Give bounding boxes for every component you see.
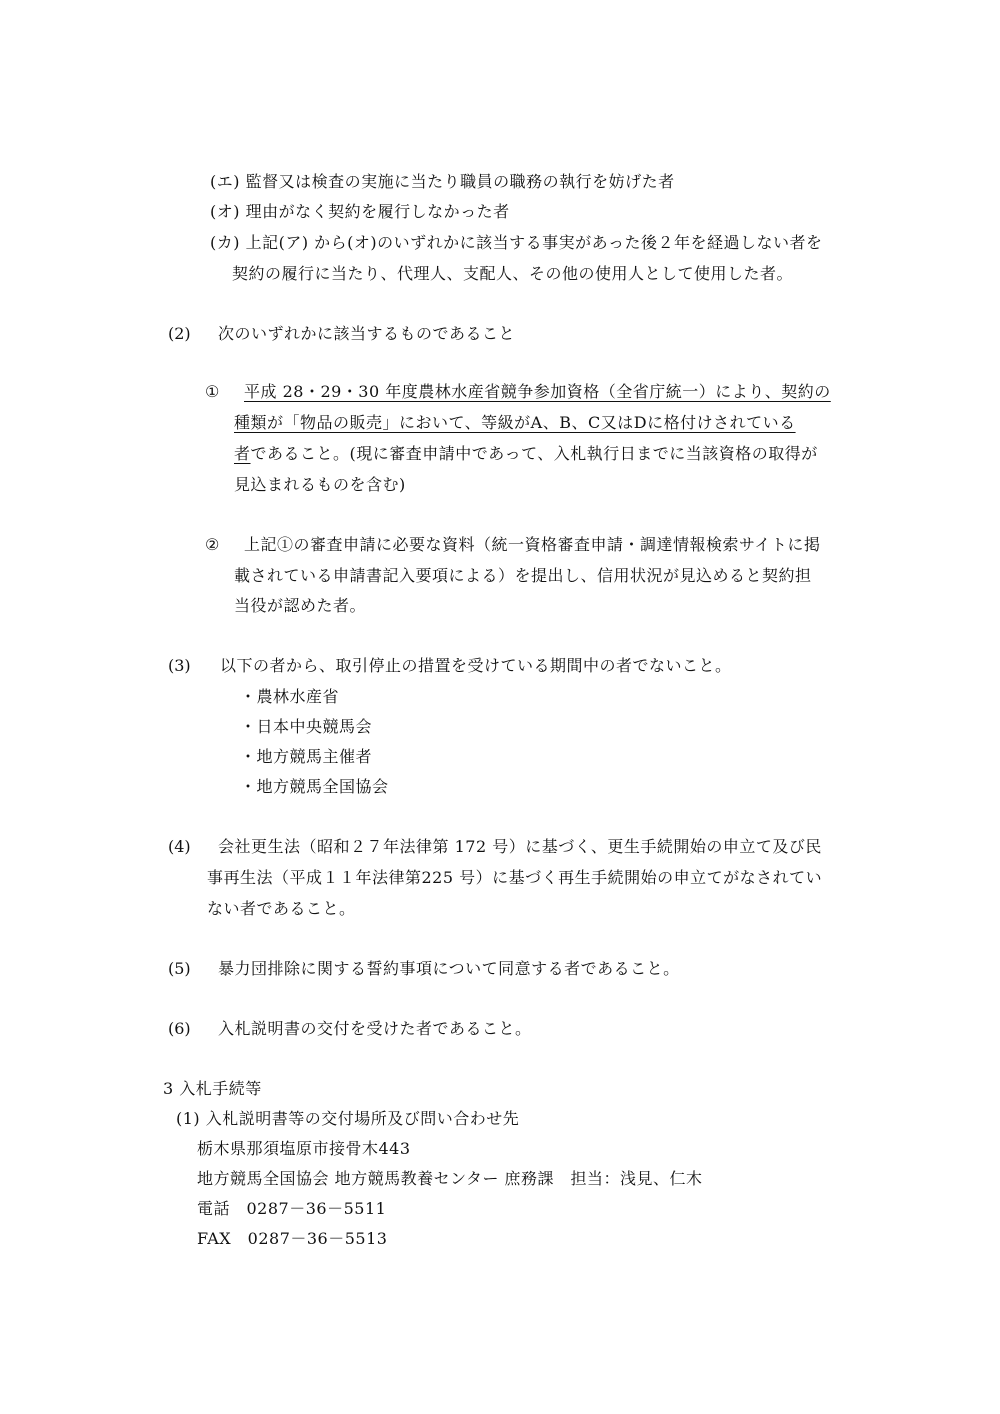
list-text: 上記(ア) から(オ)のいずれかに該当する事実があった後２年を経過しない者を <box>245 233 823 252</box>
sub-marker: ② <box>205 535 220 554</box>
list-text: 監督又は検査の実施に当たり職員の職務の執行を妨げた者 <box>245 172 675 191</box>
sub-text: であること。(現に審査申請中であって、入札執行日までに当該資格の取得が <box>250 444 818 463</box>
section-heading: 3 入札手続等 <box>163 1079 262 1098</box>
sub-text-line: 上記①の審査申請に必要な資料（統一資格審査申請・調達情報検索サイトに掲 <box>244 535 821 554</box>
list-item-e <box>210 174 675 190</box>
contact-fax: FAX 0287－36－5513 <box>197 1229 388 1248</box>
list-marker: (オ) <box>210 202 240 221</box>
sub-text-line <box>234 446 818 462</box>
sub-text-line: 載されている申請書記入要項による）を提出し、信用状況が見込めると契約担 <box>234 566 812 585</box>
bullet-item: ・農林水産省 <box>240 687 340 706</box>
list-item-o <box>210 204 510 220</box>
contact-organization: 地方競馬全国協会 地方競馬教養センター 庶務課 担当：浅見、仁木 <box>197 1169 703 1188</box>
sub-text-line: 平成 28・29・30 年度農林水産省競争参加資格（全省庁統一）により、契約の <box>244 382 831 401</box>
item-text-line: 会社更生法（昭和２７年法律第 172 号）に基づく、更生手続開始の申立て及び民 <box>218 837 822 856</box>
item-number: (2) <box>168 324 191 343</box>
item-text: 入札説明書の交付を受けた者であること。 <box>218 1019 532 1038</box>
bullet-item: ・地方競馬主催者 <box>240 747 373 766</box>
item-text-line: ない者であること。 <box>207 899 356 918</box>
sub-marker: ① <box>205 382 220 401</box>
list-text: 理由がなく契約を履行しなかった者 <box>245 202 510 221</box>
item-text: 次のいずれかに該当するものであること <box>218 324 516 343</box>
contact-phone: 電話 0287－36－5511 <box>197 1199 387 1218</box>
item-text: 暴力団排除に関する誓約事項について同意する者であること。 <box>218 959 680 978</box>
list-item-ka <box>210 235 823 251</box>
item-text: 以下の者から、取引停止の措置を受けている期間中の者でないこと。 <box>220 656 732 675</box>
list-marker: (カ) <box>210 233 240 252</box>
item-number: (4) <box>168 837 191 856</box>
subsection-heading: (1) 入札説明書等の交付場所及び問い合わせ先 <box>176 1109 520 1128</box>
item-text-line: 事再生法（平成１１年法律第225 号）に基づく再生手続開始の申立てがなされてい <box>207 868 823 887</box>
underlined-text: 者 <box>234 444 251 463</box>
contact-address: 栃木県那須塩原市接骨木443 <box>197 1139 411 1158</box>
bullet-item: ・日本中央競馬会 <box>240 717 373 736</box>
list-marker: (エ) <box>210 172 240 191</box>
list-item-ka-continuation: 契約の履行に当たり、代理人、支配人、その他の使用人として使用した者。 <box>232 264 794 283</box>
item-number: (6) <box>168 1019 191 1038</box>
sub-text-line: 見込まれるものを含む) <box>234 475 406 494</box>
bullet-item: ・地方競馬全国協会 <box>240 777 389 796</box>
sub-text-line: 種類が「物品の販売」において、等級がA、B、C又はDに格付けされている <box>234 413 796 432</box>
item-number: (3) <box>168 656 191 675</box>
sub-text-line: 当役が認めた者。 <box>234 596 367 615</box>
item-number: (5) <box>168 959 191 978</box>
